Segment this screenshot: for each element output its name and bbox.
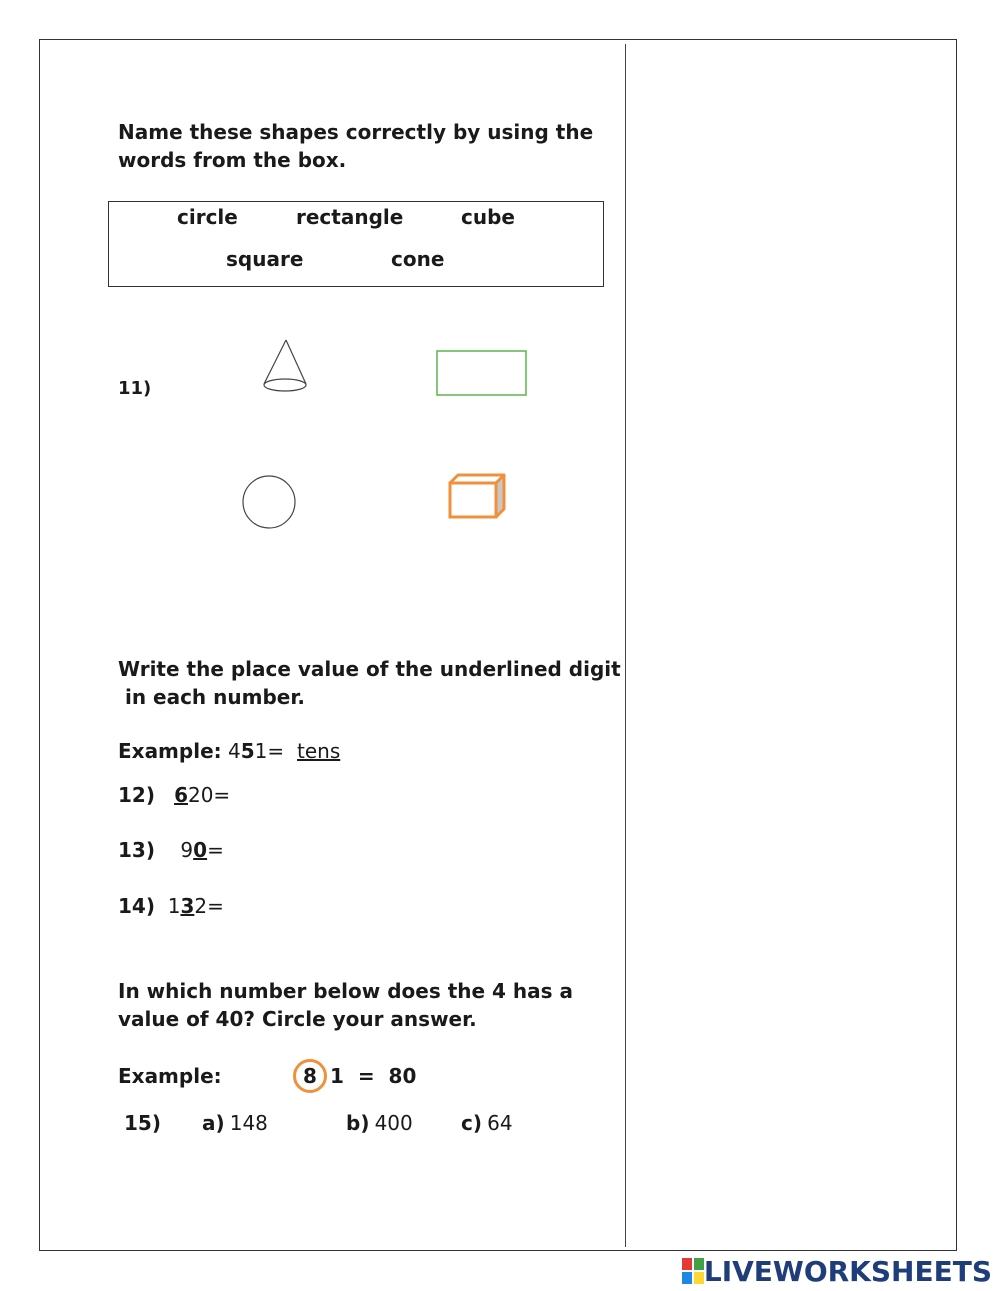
column-divider (625, 44, 626, 1247)
cube-icon (446, 471, 510, 521)
place-value-instruction-line2: in each number. (118, 685, 305, 709)
shapes-instruction-line2: words from the box. (118, 148, 347, 172)
word-bank-item: square (226, 247, 304, 271)
question-14 (118, 894, 224, 918)
digits-pre: 9 (180, 838, 194, 862)
word-bank-item: cone (391, 247, 445, 271)
example-label: Example: (118, 739, 222, 763)
option-label: a) (202, 1111, 225, 1135)
example-digit-pre: 4 (228, 739, 241, 763)
place-value-instruction-line1: Write the place value of the underlined digit (118, 657, 621, 681)
underlined-digit: 0 (193, 838, 208, 862)
place-value-instruction (118, 655, 621, 711)
question-number: 12) (118, 783, 155, 807)
word-bank-item: rectangle (296, 205, 404, 229)
liveworksheets-logo-icon (682, 1258, 704, 1284)
circle-icon (240, 473, 298, 531)
question-number-15: 15) (124, 1111, 161, 1135)
option-value: 64 (487, 1111, 513, 1135)
example-answer: tens (297, 739, 341, 763)
word-bank-item: circle (177, 205, 238, 229)
question-number: 13) (118, 838, 155, 862)
option-a[interactable] (202, 1111, 268, 1135)
option-label: c) (461, 1111, 482, 1135)
option-label: b) (346, 1111, 370, 1135)
question-number-11: 11) (118, 378, 152, 399)
question-13 (118, 838, 224, 862)
rectangle-icon (435, 349, 529, 397)
circle-answer-instruction-line2: value of 40? Circle your answer. (118, 1007, 477, 1031)
digits-post: = (207, 838, 224, 862)
example-digit: 5 (240, 739, 255, 763)
question-number: 14) (118, 894, 155, 918)
question-12 (118, 783, 230, 807)
example-digit-post: 1= (254, 739, 285, 763)
option-value: 148 (229, 1111, 268, 1135)
shapes-instruction-line1: Name these shapes correctly by using the (118, 120, 594, 144)
option-c[interactable] (461, 1111, 513, 1135)
cone-icon (258, 336, 314, 396)
place-value-example (118, 739, 284, 763)
option-value: 400 (374, 1111, 413, 1135)
underlined-digit: 3 (180, 894, 195, 918)
liveworksheets-logo[interactable] (682, 1255, 992, 1287)
circle-example-rest: 1 = 80 (330, 1064, 417, 1088)
option-b[interactable] (346, 1111, 413, 1135)
digits-post: 20= (187, 783, 231, 807)
liveworksheets-logo-text: LIVEWORKSHEETS (703, 1254, 992, 1288)
word-bank-item: cube (461, 205, 515, 229)
circle-answer-instruction (118, 977, 573, 1033)
shapes-instruction (118, 118, 593, 174)
underlined-digit: 6 (174, 783, 188, 807)
circle-example-label: Example: (118, 1064, 222, 1088)
circle-answer-instruction-line1: In which number below does the 4 has a (118, 979, 573, 1003)
circled-example-digit: 8 (293, 1059, 327, 1093)
digits-pre: 1 (167, 894, 181, 918)
digits-post: 2= (194, 894, 224, 918)
